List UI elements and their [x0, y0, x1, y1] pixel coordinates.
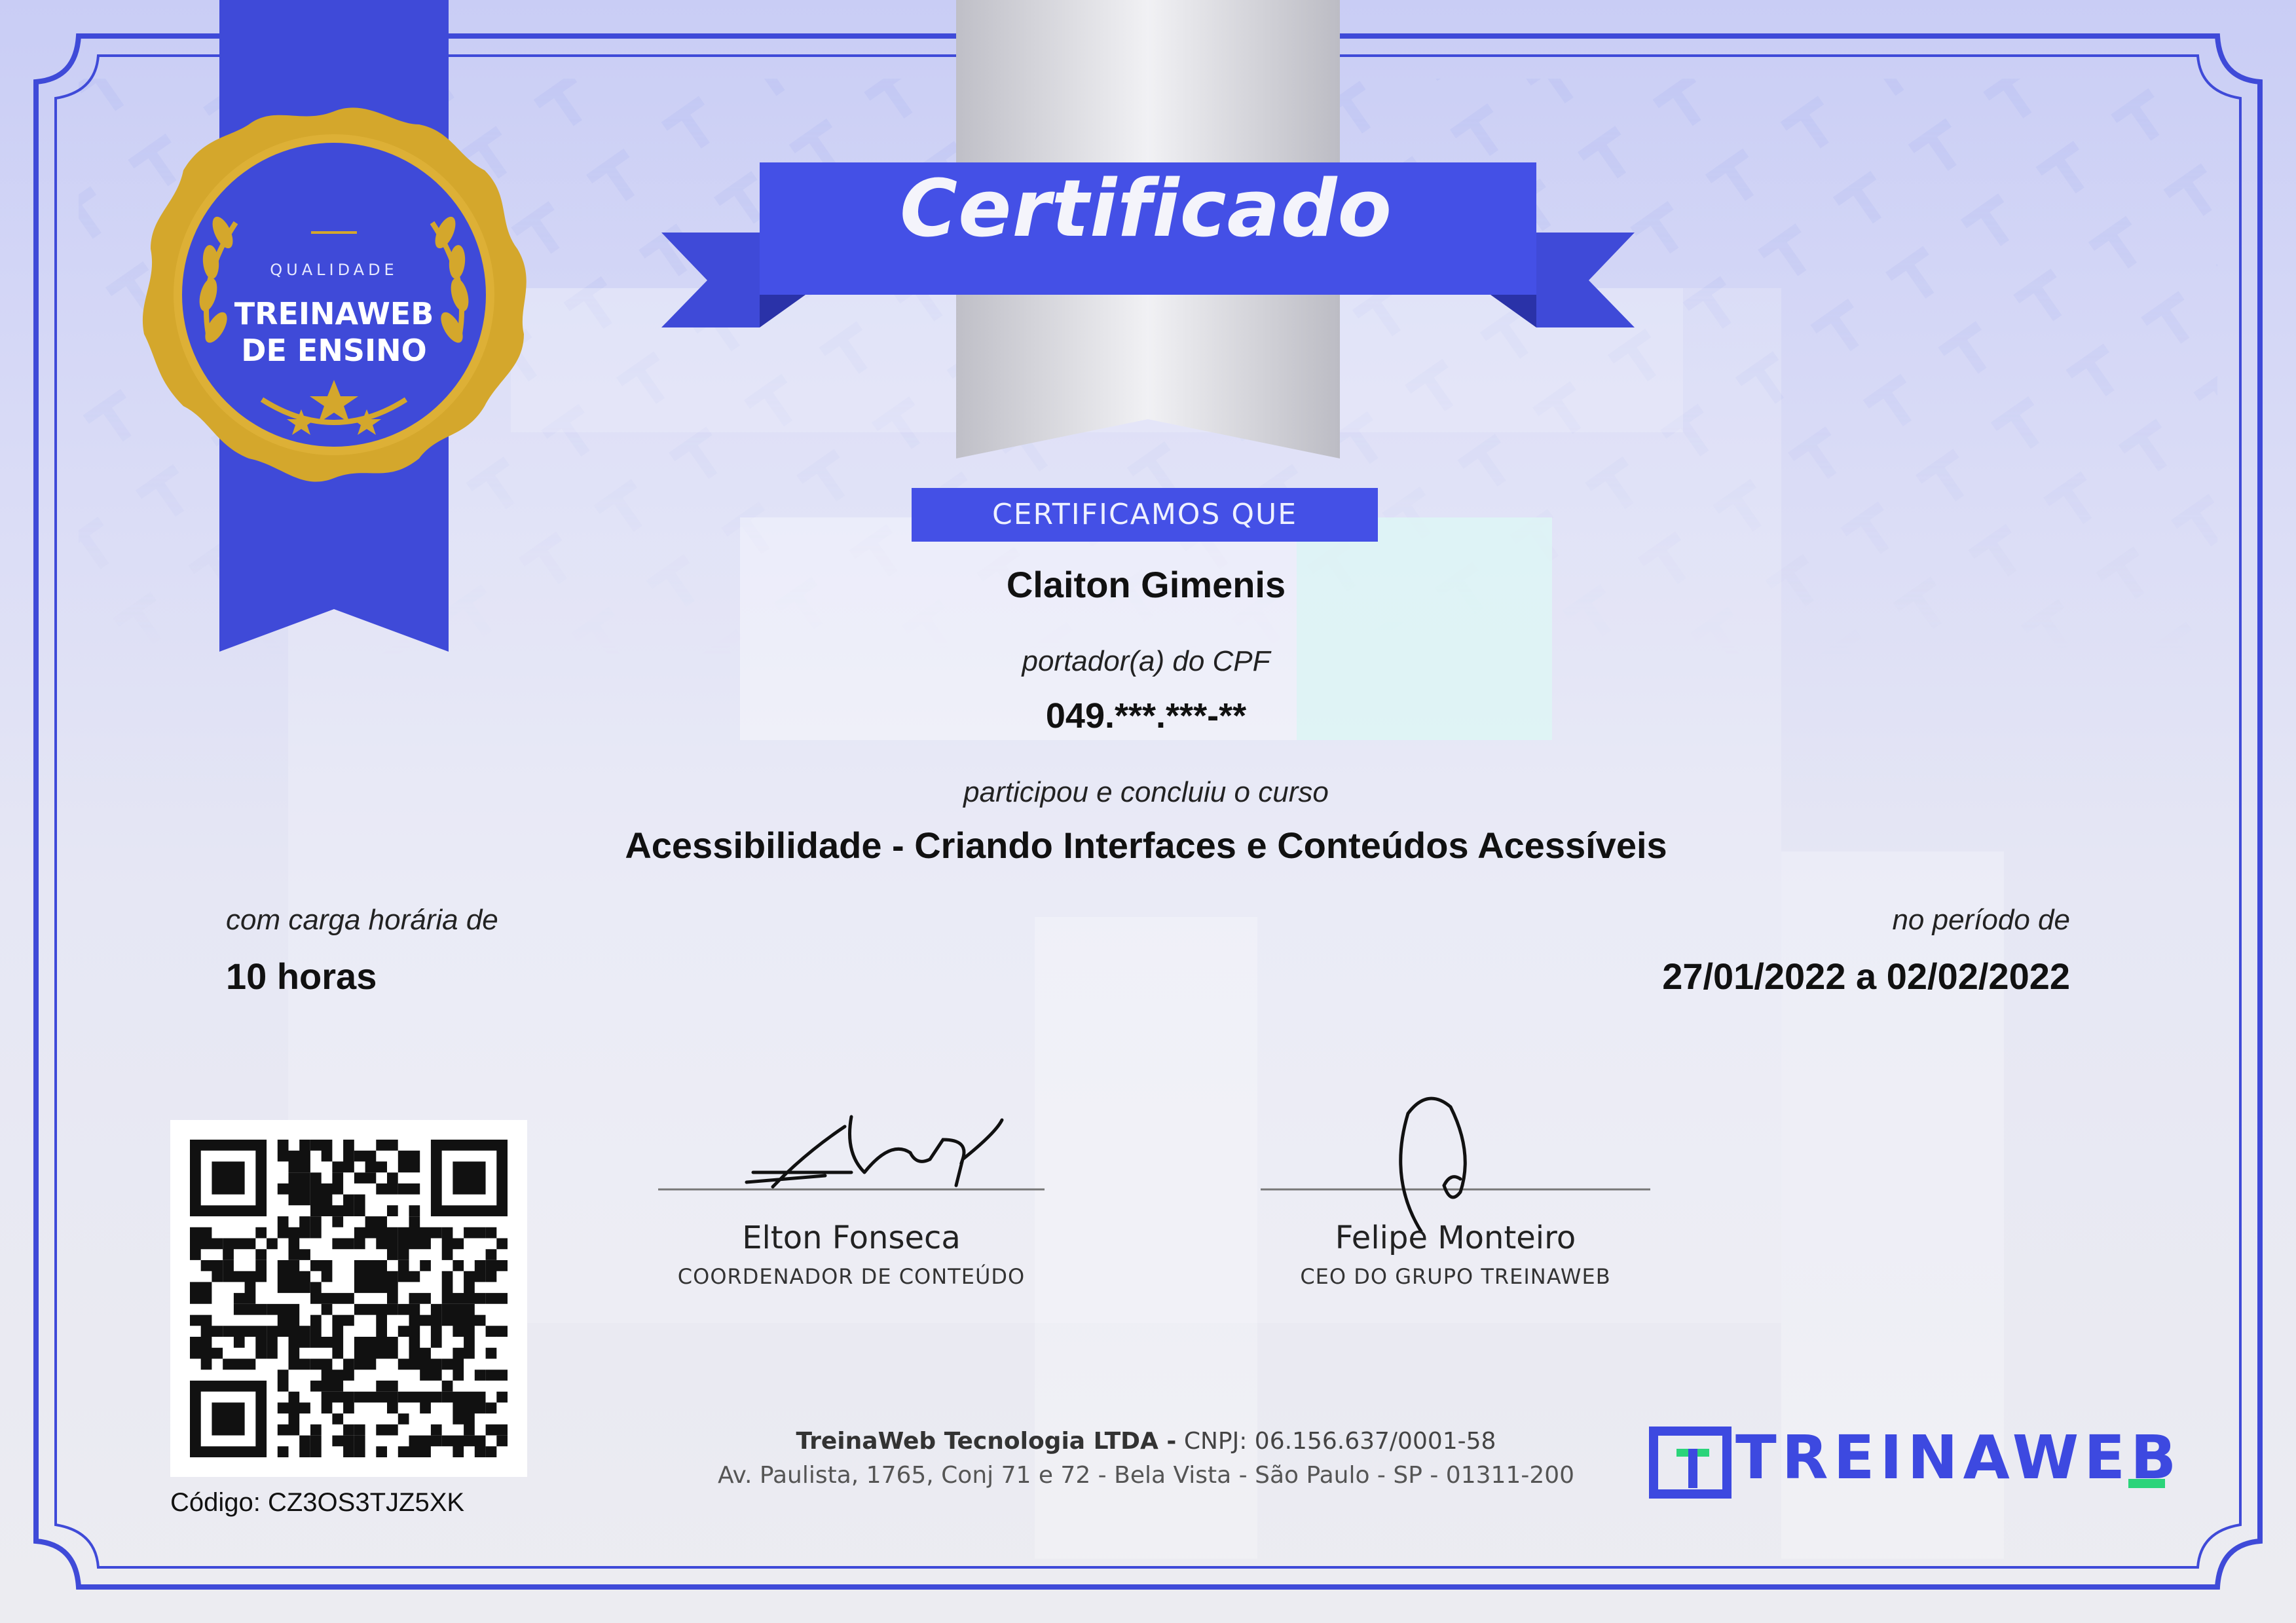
signature-role-felipe: CEO DO GRUPO TREINAWEB — [1300, 1264, 1611, 1289]
qr-code — [170, 1120, 527, 1477]
period-value: 27/01/2022 a 02/02/2022 — [1662, 956, 2070, 997]
company-name: TreinaWeb Tecnologia LTDA - — [796, 1428, 1177, 1455]
certificate-title: Certificado — [900, 164, 1392, 255]
signature-role-elton: COORDENADOR DE CONTEÚDO — [677, 1264, 1026, 1289]
seal-line-1: TREINAWEB — [234, 296, 434, 331]
workload-label: com carga horária de — [226, 904, 498, 936]
brand-name: TREINAWEB — [1735, 1423, 2182, 1493]
course-name: Acessibilidade - Criando Interfaces e Conteúdos Acessíveis — [625, 825, 1667, 866]
seal-line-2: DE ENSINO — [241, 333, 427, 368]
recipient-name: Claiton Gimenis — [1006, 564, 1286, 605]
qr-finder-pattern — [436, 1145, 502, 1210]
signature-name-elton: Elton Fonseca — [742, 1220, 961, 1256]
qr-code-graphic — [170, 1120, 527, 1477]
cpf-value: 049.***.***-** — [1045, 696, 1247, 736]
certify-label: CERTIFICAMOS QUE — [912, 488, 1378, 542]
company-cnpj: CNPJ: 06.156.637/0001-58 — [1176, 1428, 1496, 1455]
qr-finder-pattern — [195, 1386, 261, 1451]
cpf-label: portador(a) do CPF — [1022, 645, 1270, 677]
period-label: no período de — [1892, 904, 2070, 936]
qr-finder-pattern — [195, 1145, 261, 1210]
company-address: Av. Paulista, 1765, Conj 71 e 72 - Bela Vista - São Paulo - SP - 01311-200 — [717, 1462, 1575, 1489]
course-label: participou e concluiu o curso — [963, 776, 1329, 808]
workload-value: 10 horas — [226, 956, 377, 997]
company-line — [629, 1428, 1663, 1455]
seal-quality-label: QUALIDADE — [270, 261, 398, 279]
verification-code: Código: CZ3OS3TJZ5XK — [170, 1488, 465, 1517]
signature-name-felipe: Felipe Monteiro — [1335, 1220, 1576, 1256]
treinaweb-logo-icon — [1654, 1431, 1727, 1494]
